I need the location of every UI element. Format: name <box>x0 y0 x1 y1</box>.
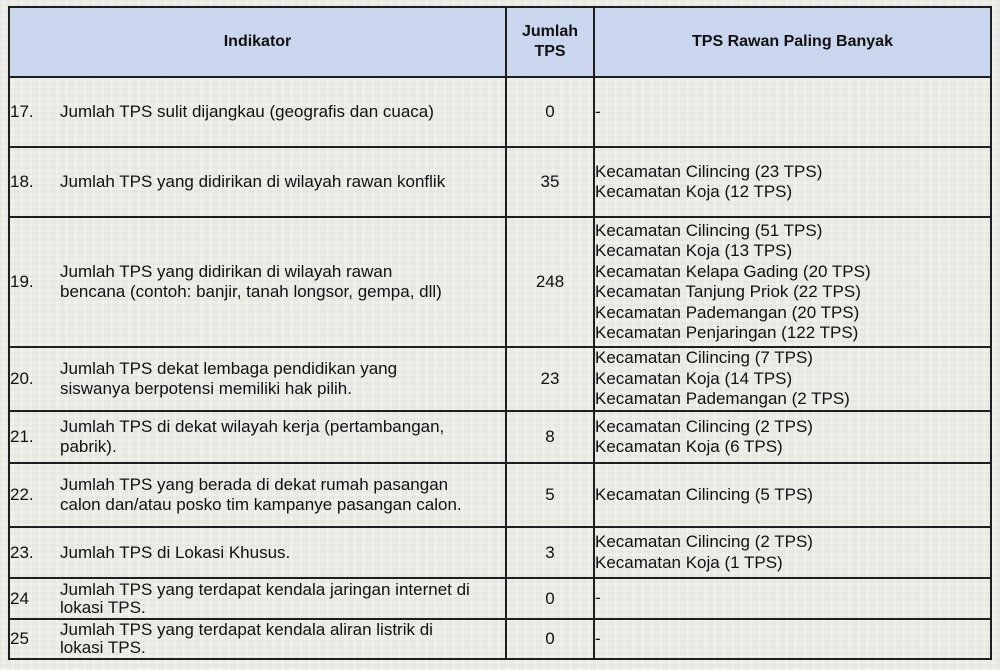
lokasi-line: Kecamatan Penjaringan (122 TPS) <box>595 323 859 342</box>
indikator-cell <box>9 347 506 411</box>
lokasi-line: Kecamatan Koja (13 TPS) <box>595 241 793 260</box>
lokasi-line: Kecamatan Cilincing (23 TPS) <box>595 161 823 181</box>
lokasi-line: Kecamatan Cilincing (5 TPS) <box>595 484 813 504</box>
indikator-cell <box>9 619 506 659</box>
indikator-cell <box>9 527 506 578</box>
header-tps-rawan: TPS Rawan Paling Banyak <box>594 7 991 77</box>
table-row <box>9 463 991 527</box>
table-row <box>9 619 991 659</box>
header-jumlah-line1: Jumlah <box>521 23 578 40</box>
lokasi-cell <box>594 578 991 619</box>
row-number: 25 <box>10 629 29 648</box>
lokasi-cell <box>594 347 991 411</box>
lokasi-cell <box>594 77 991 147</box>
jumlah-cell: 0 <box>506 619 594 659</box>
lokasi-line: - <box>595 588 601 608</box>
lokasi-line: Kecamatan Koja (6 TPS) <box>595 437 783 456</box>
lokasi-line: Kecamatan Koja (12 TPS) <box>595 182 793 201</box>
lokasi-line: Kecamatan Pademangan (2 TPS) <box>595 389 850 409</box>
jumlah-cell: 8 <box>506 411 594 463</box>
jumlah-cell: 0 <box>506 77 594 147</box>
indikator-text: Jumlah TPS yang terdapat kendala aliran listrik di lokasi TPS. <box>60 620 433 657</box>
lokasi-line: Kecamatan Koja (1 TPS) <box>595 552 783 572</box>
lokasi-line: - <box>595 628 601 648</box>
indikator-cell <box>9 578 506 619</box>
lokasi-line: Kecamatan Kelapa Gading (20 TPS) <box>595 261 871 281</box>
lokasi-line: Kecamatan Tanjung Priok (22 TPS) <box>595 282 861 301</box>
indikator-text: Jumlah TPS yang didirikan di wilayah rawan konflik <box>60 172 446 191</box>
jumlah-cell: 5 <box>506 463 594 527</box>
indikator-cell <box>9 77 506 147</box>
jumlah-cell: 3 <box>506 527 594 578</box>
jumlah-cell: 35 <box>506 147 594 217</box>
indikator-text: Jumlah TPS yang didirikan di wilayah rawan bencana (contoh: banjir, tanah longsor, gempa, dll) <box>60 262 442 301</box>
indikator-cell <box>9 217 506 347</box>
lokasi-cell <box>594 463 991 527</box>
table-row <box>9 217 991 347</box>
lokasi-line: Kecamatan Cilincing (2 TPS) <box>595 416 813 436</box>
header-jumlah-line2: TPS <box>534 43 566 60</box>
table-row <box>9 77 991 147</box>
row-number: 19. <box>10 272 34 291</box>
indikator-cell <box>9 147 506 217</box>
indikator-text: Jumlah TPS di dekat wilayah kerja (pertambangan, pabrik). <box>60 417 445 456</box>
lokasi-line: Kecamatan Cilincing (51 TPS) <box>595 220 823 240</box>
lokasi-line: Kecamatan Koja (14 TPS) <box>595 368 793 388</box>
header-jumlah-tps <box>506 7 594 77</box>
lokasi-cell <box>594 217 991 347</box>
row-number: 21. <box>10 427 34 446</box>
lokasi-cell <box>594 147 991 217</box>
jumlah-cell: 248 <box>506 217 594 347</box>
row-number: 23. <box>10 542 34 562</box>
lokasi-line: Kecamatan Cilincing (7 TPS) <box>595 348 813 368</box>
lokasi-line: - <box>595 101 601 121</box>
jumlah-cell: 0 <box>506 578 594 619</box>
table-row <box>9 347 991 411</box>
table-row <box>9 578 991 619</box>
row-number: 24 <box>10 588 29 608</box>
row-number: 22. <box>10 485 34 504</box>
lokasi-cell <box>594 619 991 659</box>
indikator-text: Jumlah TPS dekat lembaga pendidikan yang siswanya berpotensi memiliki hak pilih. <box>60 359 398 398</box>
jumlah-cell: 23 <box>506 347 594 411</box>
header-indikator: Indikator <box>9 7 506 77</box>
indikator-text: Jumlah TPS sulit dijangkau (geografis dan cuaca) <box>60 102 434 121</box>
table-row <box>9 527 991 578</box>
indikator-text: Jumlah TPS yang berada di dekat rumah pasangan calon dan/atau posko tim kampanye pasangan calon. <box>60 475 462 514</box>
row-number: 20. <box>10 369 34 388</box>
lokasi-line: Kecamatan Pademangan (20 TPS) <box>595 302 860 322</box>
table-row <box>9 411 991 463</box>
lokasi-cell <box>594 411 991 463</box>
indikator-cell <box>9 411 506 463</box>
table-header-row <box>9 7 991 77</box>
indikator-text: Jumlah TPS yang terdapat kendala jaringan internet di lokasi TPS. <box>60 579 470 617</box>
indikator-text: Jumlah TPS di Lokasi Khusus. <box>60 542 291 562</box>
tps-indicator-table <box>8 6 992 660</box>
lokasi-line: Kecamatan Cilincing (2 TPS) <box>595 532 813 551</box>
row-number: 17. <box>10 102 34 121</box>
lokasi-cell <box>594 527 991 578</box>
table-row <box>9 147 991 217</box>
indikator-cell <box>9 463 506 527</box>
row-number: 18. <box>10 172 34 191</box>
